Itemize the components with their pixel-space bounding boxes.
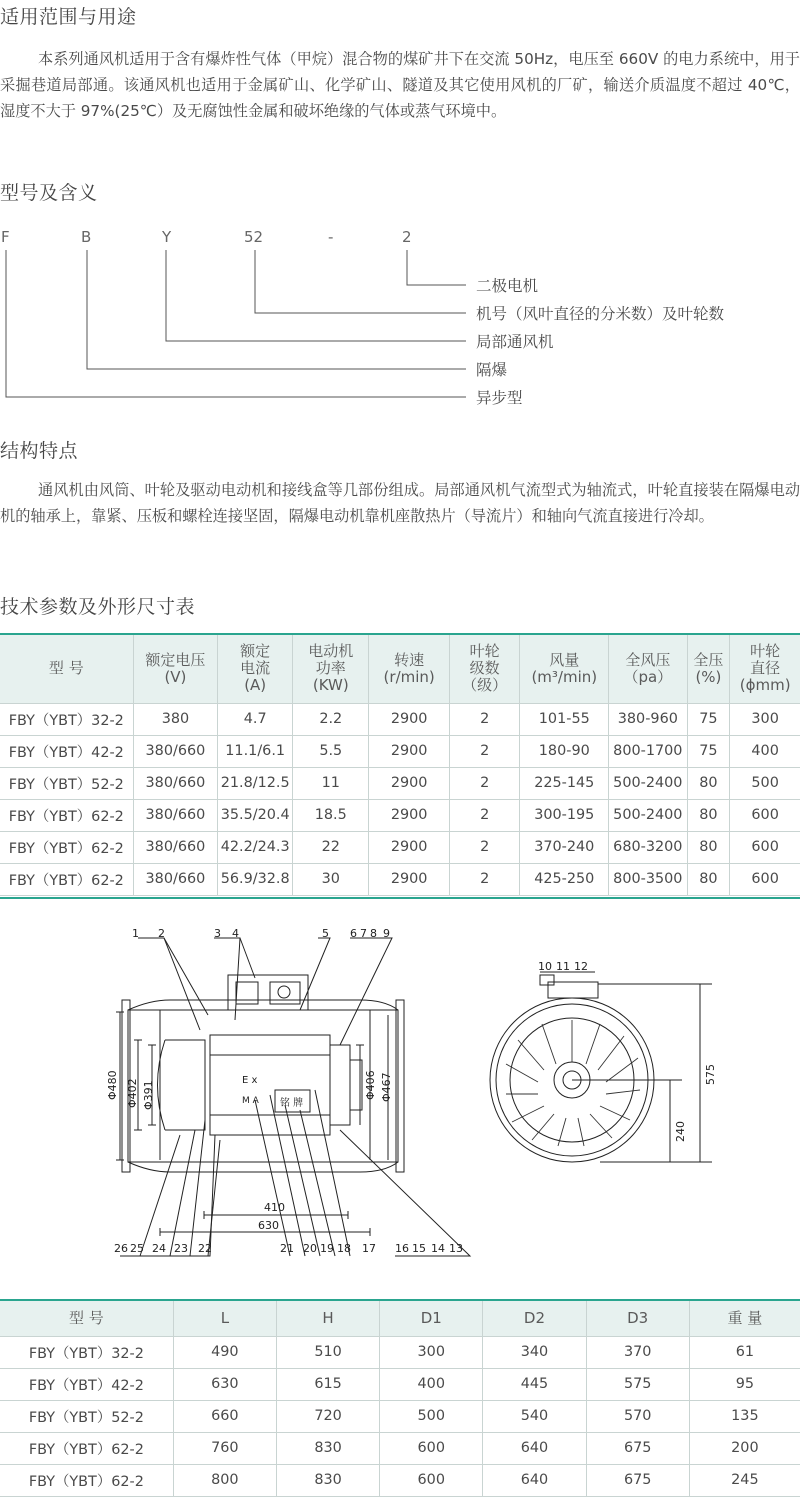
col-efficiency: 全压 (%) <box>687 634 730 703</box>
cell: 42.2/24.3 <box>218 831 293 863</box>
junction-box <box>228 975 308 1010</box>
cell: 101-55 <box>520 703 609 735</box>
cell: FBY（YBT）42-2 <box>0 735 133 767</box>
structure-title: 结构特点 <box>0 440 79 462</box>
dim-d402: Φ402 <box>126 1078 139 1108</box>
part-number-21: 21 <box>280 1242 294 1255</box>
ma-mark: M A <box>242 1096 259 1106</box>
cell: 2 <box>449 799 520 831</box>
usage-title: 适用范围与用途 <box>0 6 137 28</box>
cell: 2900 <box>369 831 449 863</box>
cell: 720 <box>276 1400 379 1432</box>
dim-d467: Φ467 <box>380 1072 393 1102</box>
cell: 615 <box>276 1368 379 1400</box>
cell: 75 <box>687 735 730 767</box>
cell: FBY（YBT）62-2 <box>0 799 133 831</box>
part-number-1: 1 <box>132 927 139 940</box>
dim-w410: 410 <box>264 1201 285 1214</box>
cell: 640 <box>483 1464 586 1496</box>
ex-mark: E x <box>242 1075 258 1086</box>
cell: 830 <box>276 1432 379 1464</box>
part-number-24: 24 <box>152 1242 166 1255</box>
cell: 2900 <box>369 735 449 767</box>
dimensions-table <box>0 1299 800 1497</box>
cell: 400 <box>730 735 800 767</box>
cell: 22 <box>293 831 369 863</box>
connector-line-2 <box>407 250 466 285</box>
table-row <box>0 1368 800 1400</box>
cell: 380-960 <box>609 703 687 735</box>
part-number-26: 26 <box>114 1242 128 1255</box>
cell: 200 <box>689 1432 800 1464</box>
col-power: 电动机 功率 (KW) <box>293 634 369 703</box>
part-number-8: 8 <box>370 927 377 940</box>
params-title: 技术参数及外形尺寸表 <box>0 596 196 618</box>
cell: 675 <box>586 1432 689 1464</box>
cell: FBY（YBT）52-2 <box>0 767 133 799</box>
col-speed: 转速 (r/min) <box>369 634 449 703</box>
cell: 180-90 <box>520 735 609 767</box>
part-number-15: 15 <box>412 1242 426 1255</box>
cell: 830 <box>276 1464 379 1496</box>
table-row <box>0 1432 800 1464</box>
cell: 300 <box>380 1336 483 1368</box>
duct-body <box>128 1010 398 1162</box>
table-row <box>0 1336 800 1368</box>
front-outer-ring <box>490 998 654 1162</box>
code-letter-52: 52 <box>244 228 264 246</box>
cell: 2 <box>449 831 520 863</box>
table-row <box>0 703 800 735</box>
cell: FBY（YBT）62-2 <box>0 1464 173 1496</box>
dim-d480: Φ480 <box>106 1070 119 1100</box>
cell: FBY（YBT）32-2 <box>0 703 133 735</box>
cell: 380/660 <box>133 799 218 831</box>
cell: 800-3500 <box>609 863 687 895</box>
col-airflow: 风量 (m³/min) <box>520 634 609 703</box>
part-number-4: 4 <box>232 927 239 940</box>
col-diameter: 叶轮 直径 (ϕmm) <box>730 634 800 703</box>
cell: 425-250 <box>520 863 609 895</box>
cell: 540 <box>483 1400 586 1432</box>
cell: 135 <box>689 1400 800 1432</box>
part-number-16: 16 <box>395 1242 409 1255</box>
meaning-local-ventilator: 局部通风机 <box>476 333 554 351</box>
part-number-18: 18 <box>337 1242 351 1255</box>
cell: 400 <box>380 1368 483 1400</box>
cell: 2 <box>449 863 520 895</box>
table-row <box>0 735 800 767</box>
tech-params-body <box>0 703 800 895</box>
part-number-13: 13 <box>449 1242 463 1255</box>
cell: 660 <box>173 1400 276 1432</box>
cell: 600 <box>730 799 800 831</box>
col-model: 型 号 <box>0 1300 173 1336</box>
dimensions-body <box>0 1336 800 1496</box>
cell: 800-1700 <box>609 735 687 767</box>
part-number-3: 3 <box>214 927 221 940</box>
cell: 500-2400 <box>609 767 687 799</box>
nameplate-label: 铭 牌 <box>280 1098 304 1109</box>
connector-line-52 <box>255 250 466 313</box>
cell: 2 <box>449 767 520 799</box>
table1-bottom-rule <box>0 897 800 899</box>
part-number-25: 25 <box>130 1242 144 1255</box>
part-number-7: 7 <box>360 927 367 940</box>
cell: FBY（YBT）62-2 <box>0 1432 173 1464</box>
table-row <box>0 767 800 799</box>
col-d3: D3 <box>586 1300 689 1336</box>
cell: 5.5 <box>293 735 369 767</box>
cell: 340 <box>483 1336 586 1368</box>
table-row <box>0 863 800 895</box>
cell: 490 <box>173 1336 276 1368</box>
cell: 18.5 <box>293 799 369 831</box>
dim-h575: 575 <box>704 1064 717 1085</box>
cell: 500 <box>380 1400 483 1432</box>
code-letter-2: 2 <box>402 228 412 246</box>
cell: 600 <box>730 831 800 863</box>
model-code-connector-lines <box>0 0 800 420</box>
col-stages: 叶轮 级数 （级） <box>449 634 520 703</box>
cell: 2 <box>449 703 520 735</box>
cell: 640 <box>483 1432 586 1464</box>
cell: FBY（YBT）52-2 <box>0 1400 173 1432</box>
cell: 2900 <box>369 799 449 831</box>
cell: 380/660 <box>133 831 218 863</box>
cell: 80 <box>687 767 730 799</box>
tech-params-table <box>0 633 800 896</box>
cell: FBY（YBT）62-2 <box>0 863 133 895</box>
cell: 380 <box>133 703 218 735</box>
part-number-5: 5 <box>322 927 329 940</box>
cell: 370-240 <box>520 831 609 863</box>
cell: 75 <box>687 703 730 735</box>
cell: 630 <box>173 1368 276 1400</box>
table-row <box>0 1400 800 1432</box>
cell: 4.7 <box>218 703 293 735</box>
cell: 80 <box>687 863 730 895</box>
part-number-17: 17 <box>362 1242 376 1255</box>
part-number-10: 10 <box>538 960 552 973</box>
cell: 56.9/32.8 <box>218 863 293 895</box>
model-title: 型号及含义 <box>0 182 98 204</box>
cell: 380/660 <box>133 767 218 799</box>
part-number-23: 23 <box>174 1242 188 1255</box>
meaning-asynchronous: 异步型 <box>476 389 523 407</box>
cell: 510 <box>276 1336 379 1368</box>
dim-w630: 630 <box>258 1219 279 1232</box>
cell: FBY（YBT）32-2 <box>0 1336 173 1368</box>
col-l: L <box>173 1300 276 1336</box>
cell: 2900 <box>369 863 449 895</box>
cell: 95 <box>689 1368 800 1400</box>
part-number-12: 12 <box>574 960 588 973</box>
col-voltage: 额定电压 (V) <box>133 634 218 703</box>
cell: 245 <box>689 1464 800 1496</box>
motor-body <box>210 1035 330 1135</box>
cell: 2900 <box>369 767 449 799</box>
part-number-2: 2 <box>158 927 165 940</box>
code-letter-dash: - <box>328 228 334 246</box>
part-number-6: 6 <box>350 927 357 940</box>
cell: 380/660 <box>133 735 218 767</box>
cell: 300-195 <box>520 799 609 831</box>
cell: 300 <box>730 703 800 735</box>
code-letter-b: B <box>81 228 92 246</box>
meaning-two-pole-motor: 二极电机 <box>476 277 539 295</box>
cell: 600 <box>380 1432 483 1464</box>
dim-d406: Φ406 <box>364 1070 377 1100</box>
cell: 675 <box>586 1464 689 1496</box>
front-blades <box>506 1020 640 1146</box>
cell: 370 <box>586 1336 689 1368</box>
table-row <box>0 831 800 863</box>
cell: 380/660 <box>133 863 218 895</box>
cell: 11.1/6.1 <box>218 735 293 767</box>
cell: 600 <box>730 863 800 895</box>
cell: 600 <box>380 1464 483 1496</box>
cell: 570 <box>586 1400 689 1432</box>
cell: 35.5/20.4 <box>218 799 293 831</box>
cell: 21.8/12.5 <box>218 767 293 799</box>
cell: 680-3200 <box>609 831 687 863</box>
cell: 80 <box>687 831 730 863</box>
col-h: H <box>276 1300 379 1336</box>
cell: 2.2 <box>293 703 369 735</box>
cell: 61 <box>689 1336 800 1368</box>
col-model: 型 号 <box>0 634 133 703</box>
cell: 2 <box>449 735 520 767</box>
cell: FBY（YBT）42-2 <box>0 1368 173 1400</box>
part-number-11: 11 <box>556 960 570 973</box>
col-current: 额定 电流 (A) <box>218 634 293 703</box>
col-weight: 重 量 <box>689 1300 800 1336</box>
meaning-flameproof: 隔爆 <box>476 361 508 379</box>
structure-paragraph: 通风机由风筒、叶轮及驱动电动机和接线盒等几部份组成。局部通风机气流型式为轴流式，叶轮直接装在隔爆电动机的轴承上，靠紧、压板和螺栓连接坚固，隔爆电动机靠机座散热片（导流片）和轴向气流直接进行冷却。 <box>0 481 800 525</box>
cell: 575 <box>586 1368 689 1400</box>
meaning-machine-number: 机号（风叶直径的分米数）及叶轮数 <box>476 305 725 323</box>
part-number-22: 22 <box>198 1242 212 1255</box>
connector-line-f <box>6 250 466 397</box>
col-d2: D2 <box>483 1300 586 1336</box>
cell: FBY（YBT）62-2 <box>0 831 133 863</box>
part-number-9: 9 <box>383 927 390 940</box>
table-row <box>0 1464 800 1496</box>
front-hub <box>554 1062 590 1098</box>
cell: 2900 <box>369 703 449 735</box>
cell: 445 <box>483 1368 586 1400</box>
connector-line-y <box>166 250 466 341</box>
col-pressure: 全风压 （pa） <box>609 634 687 703</box>
cell: 800 <box>173 1464 276 1496</box>
cell: 225-145 <box>520 767 609 799</box>
part-number-19: 19 <box>320 1242 334 1255</box>
code-letter-f: F <box>1 228 10 246</box>
connector-line-b <box>87 250 466 369</box>
part-number-20: 20 <box>303 1242 317 1255</box>
part-number-14: 14 <box>431 1242 445 1255</box>
cell: 11 <box>293 767 369 799</box>
code-letter-y: Y <box>162 228 172 246</box>
dim-h240: 240 <box>674 1121 687 1142</box>
cell: 500 <box>730 767 800 799</box>
cell: 760 <box>173 1432 276 1464</box>
col-d1: D1 <box>380 1300 483 1336</box>
usage-paragraph: 本系列通风机适用于含有爆炸性气体（甲烷）混合物的煤矿井下在交流 50Hz，电压至 660V 的电力系统中，用于采掘巷道局部通。该通风机也适用于金属矿山、化学矿山、隧道及其它使用风机的厂矿，输送介质温度不超过 40℃，湿度不大于 97%(25℃）及无腐蚀性金属和破坏绝缘的气体或蒸气环境中。 <box>0 50 800 120</box>
cell: 30 <box>293 863 369 895</box>
dim-d391: Φ391 <box>142 1080 155 1110</box>
cell: 500-2400 <box>609 799 687 831</box>
cell: 80 <box>687 799 730 831</box>
table-row <box>0 799 800 831</box>
